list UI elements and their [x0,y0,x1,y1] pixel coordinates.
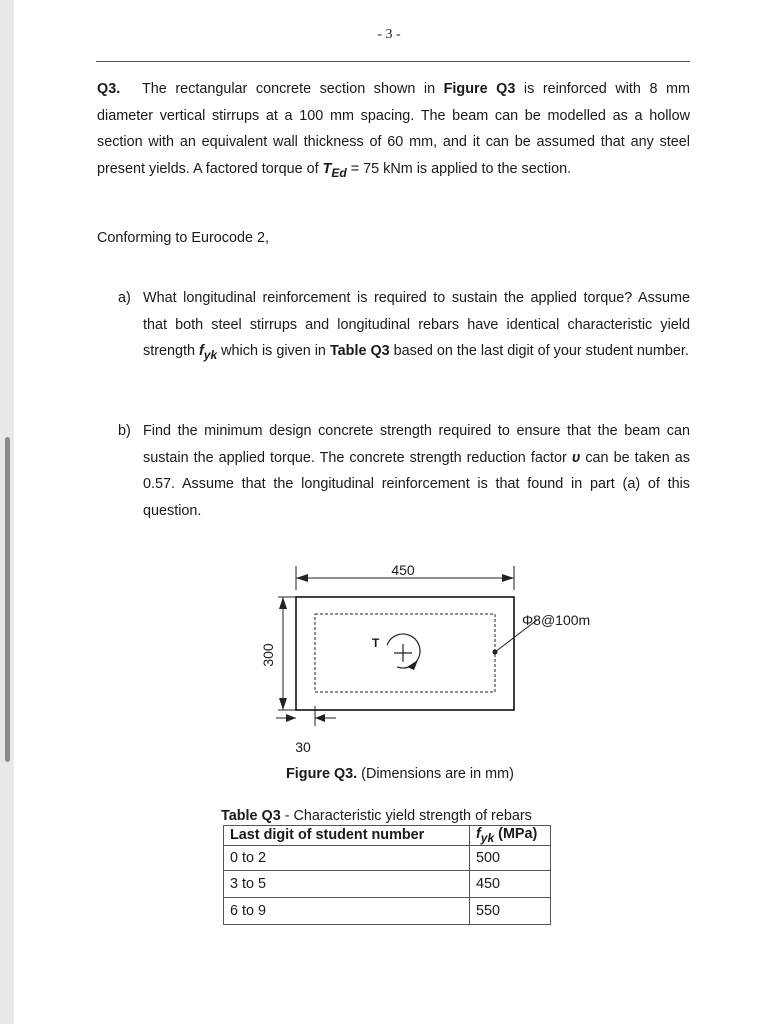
table-q3 [221,808,551,925]
stirrup-label: Φ8@100m [522,612,591,628]
arrow-down-icon [279,698,287,710]
arrow-up-icon [279,597,287,609]
part-a-marker: a) [118,290,131,306]
cell-range: 6 to 9 [224,897,470,924]
table-row [224,845,551,870]
cell-fyk: 500 [470,845,551,870]
upsilon-symbol: υ [571,449,581,466]
cover-arrow-right-icon [315,714,325,722]
table-row [224,897,551,924]
cell-fyk: 450 [470,870,551,897]
table-title: Table Q3 - Characteristic yield strength of rebars [221,808,532,824]
cell-range: 0 to 2 [224,845,470,870]
cover-label: 30 [295,739,311,755]
cover-arrow-left-icon [286,714,296,722]
part-b-marker: b) [118,423,131,439]
torque-symbol: T [322,160,332,177]
question-text: Q3. The rectangular concrete section shown in Figure Q3 is reinforced with 8 mm diameter vertical stirrups at a 100 mm spacing. The beam can be modelled as a hollow section with an equivalent wall thickness of 60 mm, and it can be assumed that any steel present yields. A factored torque of $T_{Ed} = 75$ kNm is applied to the section. [97,76,690,186]
header-fyk: $f_{yk}$ (MPa) [470,826,551,846]
cell-fyk: 550 [470,897,551,924]
part-a-text: What longitudinal reinforcement is required to sustain the applied torque? Assume that both steel stirrups and longitudinal rebars have identical characteristic yield strength $f_{yk}$ which is given in Table Q3 based on the last digit of your student number. [143,290,690,362]
cell-range: 3 to 5 [224,870,470,897]
page-number: - 3 - [377,27,401,42]
arrow-right-icon [502,574,514,582]
torque-label: T [372,636,380,650]
width-label: 450 [391,562,415,578]
scroll-indicator[interactable] [5,437,10,762]
part-b-text: Find the minimum design concrete strength required to ensure that the beam can sustain the applied torque. The concrete strength reduction factor υ can be taken as 0.57. Assume that the longitudinal reinforcement is that found in part (a) of this question. [143,423,690,519]
table-reference: Table Q3 [329,343,390,359]
figure-q3-diagram [14,0,774,800]
figure-reference: Figure Q3 [443,81,516,97]
document-page [14,0,774,1024]
arrow-left-icon [296,574,308,582]
figure-caption: Figure Q3. (Dimensions are in mm) [286,766,514,782]
fyk-symbol: f [199,343,204,359]
rebar-table [223,825,551,925]
conforming-line: Conforming to Eurocode 2, [97,230,269,246]
table-row [224,870,551,897]
torque-arrowhead-icon [407,660,418,670]
table-header-row [224,826,551,846]
question-label: Q3. [97,81,121,97]
height-label: 300 [260,643,276,667]
header-last-digit: Last digit of student number [224,826,470,846]
